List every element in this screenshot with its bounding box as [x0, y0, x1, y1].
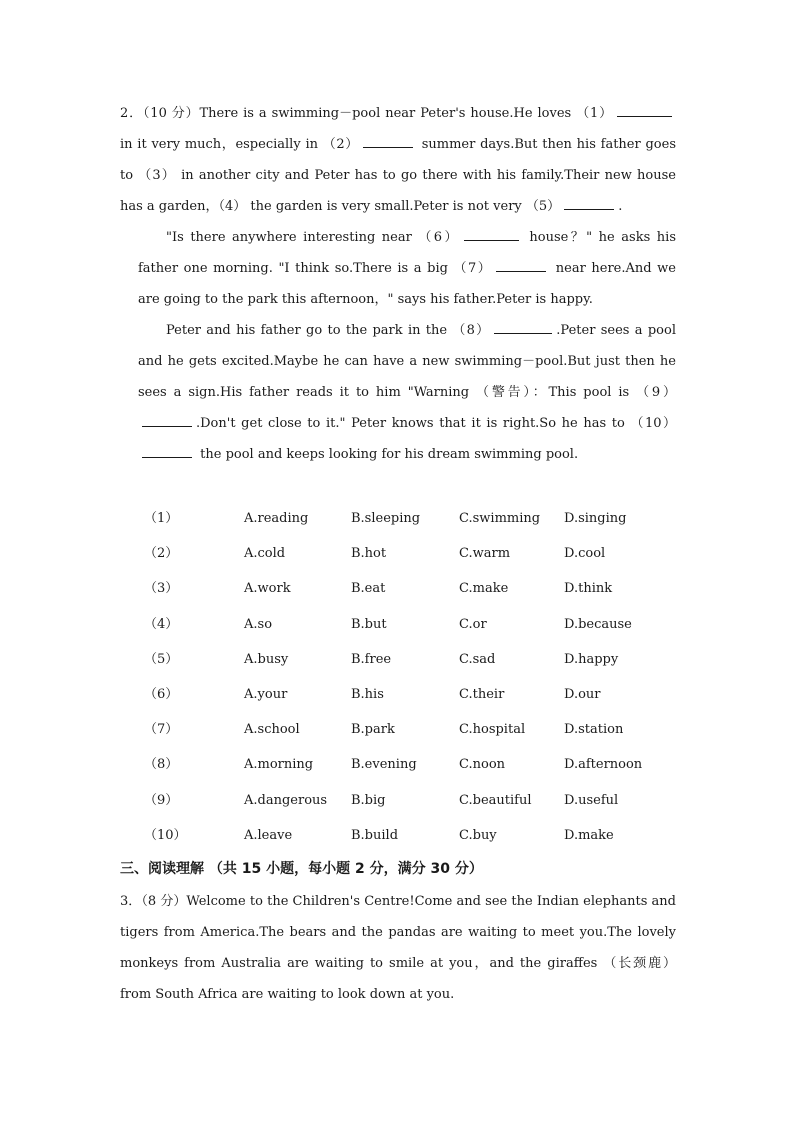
option-c[interactable]: C.or	[459, 616, 487, 632]
blank-6[interactable]	[464, 226, 519, 241]
option-d[interactable]: D.singing	[564, 511, 627, 526]
q2-number: 2．	[120, 106, 143, 121]
option-c[interactable]: C.swimming	[459, 511, 541, 526]
blank-6-label: （6）	[418, 230, 460, 245]
option-a[interactable]: A.cold	[244, 546, 286, 562]
q3-text: Welcome to the Children's Centre!Come and see the Indian elephants and tigers from America.The bears and the pandas are waiting to meet you.The lovely monkeys from Australia are waiting to smile at you，and the giraffes	[120, 894, 676, 971]
option-a[interactable]: A.school	[244, 722, 300, 738]
option-number: （10）	[144, 827, 187, 843]
question-3	[120, 886, 676, 1010]
option-a[interactable]: A.busy	[244, 651, 289, 667]
q3-text: from South Africa are waiting to look down at you.	[120, 987, 455, 1002]
option-a[interactable]: A.your	[244, 686, 288, 702]
option-c[interactable]: C.make	[459, 581, 509, 597]
q2-p3-text: the pool and keeps looking for his dream swimming pool.	[200, 447, 579, 462]
option-row	[138, 751, 678, 786]
option-number: （7）	[144, 722, 179, 738]
q2-p1-text: summer days.But then his father goes to	[120, 137, 676, 183]
q3-paragraph	[120, 886, 676, 1010]
q2-paragraph-1	[120, 98, 676, 222]
option-number: （6）	[144, 686, 179, 702]
blank-5[interactable]	[564, 195, 614, 210]
option-c[interactable]: C.buy	[459, 827, 497, 843]
q2-paragraph-2	[120, 222, 676, 315]
q3-number: 3．	[120, 894, 142, 909]
option-d[interactable]: D.useful	[564, 792, 619, 808]
q3-score: （8 分）	[141, 894, 187, 909]
q2-p3-text: .Don't get close to it." Peter knows that it is right.So he has to	[196, 416, 625, 431]
option-number: （4）	[144, 616, 179, 632]
blank-10[interactable]	[142, 443, 192, 458]
question-2	[120, 98, 676, 470]
blank-8[interactable]	[494, 319, 552, 334]
q2-p2-text: near here.And we are going to the park this afternoon，" says his father.Peter is happy.	[138, 261, 676, 307]
blank-7[interactable]	[496, 257, 546, 272]
option-d[interactable]: D.make	[564, 827, 614, 843]
q2-p2-text: house？" he asks his father one morning. "I think so.There is a big	[138, 230, 676, 276]
option-a[interactable]: A.dangerous	[244, 792, 328, 808]
option-b[interactable]: B.his	[351, 686, 384, 702]
q2-p3-text: Peter and his father go to the park in the	[166, 323, 448, 338]
blank-2-label: （2）	[322, 137, 359, 152]
section-heading: 三、阅读理解 （共 15 小题，每小题 2 分，满分 30 分）	[120, 861, 483, 877]
option-d[interactable]: D.afternoon	[564, 757, 643, 773]
option-row	[138, 822, 678, 857]
option-c[interactable]: C.beautiful	[459, 792, 532, 808]
option-number: （9）	[144, 792, 179, 808]
option-b[interactable]: B.eat	[351, 581, 386, 597]
option-b[interactable]: B.big	[351, 792, 386, 808]
option-a[interactable]: A.morning	[244, 757, 314, 773]
option-d[interactable]: D.because	[564, 616, 632, 632]
option-a[interactable]: A.work	[244, 581, 291, 597]
option-b[interactable]: B.free	[351, 651, 392, 667]
option-row	[138, 540, 678, 575]
option-c[interactable]: C.their	[459, 686, 505, 702]
blank-4-label: （4）	[218, 199, 247, 214]
option-number: （8）	[144, 757, 179, 773]
q2-paragraph-3	[120, 315, 676, 470]
option-b[interactable]: B.hot	[351, 546, 387, 562]
option-row	[138, 716, 678, 751]
blank-8-label: （8）	[452, 323, 491, 338]
q2-p1-text: in it very much，especially in	[120, 137, 318, 152]
option-d[interactable]: D.our	[564, 686, 601, 702]
option-b[interactable]: B.but	[351, 616, 387, 632]
option-b[interactable]: B.evening	[351, 757, 417, 773]
blank-5-label: （5）	[525, 199, 561, 214]
option-c[interactable]: C.sad	[459, 651, 496, 667]
blank-9-label: （9）	[636, 385, 676, 400]
option-number: （2）	[144, 546, 179, 562]
blank-1[interactable]	[617, 102, 672, 117]
blank-7-label: （7）	[453, 261, 493, 276]
option-row	[138, 505, 678, 540]
answer-options-table	[138, 505, 678, 857]
option-b[interactable]: B.park	[351, 722, 395, 738]
blank-1-label: （1）	[576, 106, 613, 121]
q2-p1-text: There is a swimming－pool near Peter's house.He loves	[199, 106, 572, 121]
option-b[interactable]: B.sleeping	[351, 511, 421, 526]
option-c[interactable]: C.noon	[459, 757, 506, 773]
option-row	[138, 575, 678, 610]
q2-score: （10 分）	[142, 106, 200, 121]
blank-3-label: （3）	[138, 168, 176, 183]
option-d[interactable]: D.happy	[564, 651, 619, 667]
q2-p1-text: .	[618, 199, 623, 214]
option-a[interactable]: A.so	[244, 616, 273, 632]
option-d[interactable]: D.cool	[564, 546, 606, 562]
q2-p3-text: .Peter sees a pool and he gets excited.Maybe he can have a new swimming－pool.But just then he sees a sign.His father reads it to him "Warning （警告）：This pool is	[138, 323, 676, 400]
q3-gloss: （长颈鹿）	[603, 956, 676, 971]
q2-p2-text: "Is there anywhere interesting near	[166, 230, 412, 245]
option-a[interactable]: A.reading	[244, 511, 309, 526]
option-d[interactable]: D.think	[564, 581, 613, 597]
option-b[interactable]: B.build	[351, 827, 399, 843]
q2-p1-text: the garden is very small.Peter is not very	[250, 199, 522, 214]
option-c[interactable]: C.hospital	[459, 722, 526, 738]
option-c[interactable]: C.warm	[459, 546, 511, 562]
option-number: （5）	[144, 651, 179, 667]
option-row	[138, 787, 678, 822]
option-row	[138, 611, 678, 646]
blank-2[interactable]	[363, 133, 413, 148]
option-d[interactable]: D.station	[564, 722, 624, 738]
q2-p1-text: in another city and Peter has to go there with his family.Their new house has a garden，	[120, 168, 676, 214]
option-row	[138, 681, 678, 716]
option-a[interactable]: A.leave	[244, 827, 293, 843]
blank-9[interactable]	[142, 412, 192, 427]
blank-10-label: （10）	[630, 416, 676, 431]
option-number: （1）	[144, 511, 179, 526]
option-row	[138, 646, 678, 681]
option-number: （3）	[144, 581, 179, 597]
